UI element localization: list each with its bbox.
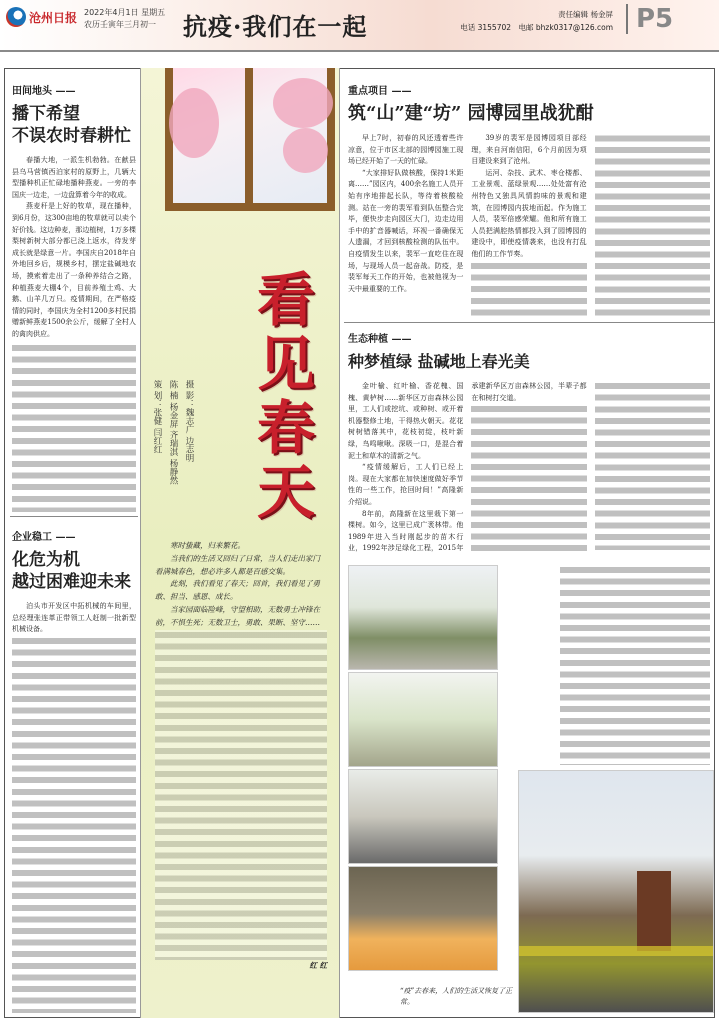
article-saline-land <box>348 330 710 560</box>
paragraph: 当家园面临险峰，守望相助，无数勇士冲锋在前，不惧生死；无数卫士，勇敢、果断、坚守…… <box>155 604 320 627</box>
photo-woman-park <box>348 672 498 767</box>
paragraph: 当我们的生活又回归了日常，当人们走出家门看满城春色，想必许多人都是百感交集。 <box>155 553 320 576</box>
credit-line: 策 划：张健 闫红红 <box>152 380 162 454</box>
paragraph: 金叶榆、红叶榆、香花槐、国槐、黄栌树……新华区万亩森林公园里，工人们或挖坑、或种树、或开着机器整修土地，干得热火朝天。花花树树错落其中，花枝初绽，枝叶新绿，鸟鸣啾啾。深吸一口，是混合着泥土和草木的清新之气。 <box>348 382 464 460</box>
article-kicker: 田间地头 —— <box>12 86 76 97</box>
article-kicker: 生态种植 —— <box>348 334 412 345</box>
phone: 电话 3155702 <box>460 23 512 32</box>
article-headline <box>12 549 136 593</box>
title-char: 春 <box>256 394 315 462</box>
article-crisis-opportunity <box>12 528 136 1013</box>
divider <box>344 322 714 323</box>
photo-pagoda-park <box>518 770 714 1013</box>
article-body <box>12 601 136 636</box>
paragraph: “疫情缓解后，工人们已经上岗。现在大家都在加快速度做好季节性的一些工作，抢回时间！”高隆新介绍说。 <box>348 463 464 506</box>
paragraph: 燕麦秆是上好的牧草，现在播种，到6月份，这300亩地的牧草就可以卖个好价钱。这边种麦，那边植树，1万多棵梨树新树大部分都已浇上返水，待发芽成长就是绿意一片。李国庆自2018年自外地回乡后，规模乡村，摆定盐碱地农场，摸索着走出了一条种养结合之路，种植燕麦大棚4个，目前养殖土鸡、大鹅、山羊几万只。疫情期间，在严格疫情的同时，李国庆为全村1200多村民捐赠新鲜燕麦1500余公斤，缓解了全村人的禽肉供应。 <box>12 202 136 338</box>
paper-name: 沧州日报 <box>29 11 78 25</box>
headline-line: 播下希望 <box>12 104 80 124</box>
forsythia-flowers <box>519 946 714 956</box>
article-headline: 种梦植绿 盐碱地上春光美 <box>348 352 530 371</box>
title-char: 看 <box>256 266 315 334</box>
article-body <box>348 133 710 317</box>
headline-line: 不误农时春耕忙 <box>12 126 131 146</box>
article-body <box>348 381 710 560</box>
photo-caption: “疫”去春来，人们的生活又恢复了正常。 <box>400 987 513 1006</box>
credit-line: 摄 影：魏志广 边志明 <box>184 380 194 462</box>
paragraph: 此刻，我们看见了春天；回首，我们看见了勇敢、担当、感恩、成长。 <box>155 579 320 602</box>
article-headline: 筑“山”建“坊” 园博园里战犹酣 <box>348 103 594 124</box>
photo-street-walkers <box>348 565 498 670</box>
window-blossom-illustration <box>165 68 335 211</box>
page-number: P5 <box>626 4 673 34</box>
article-body-continued <box>560 565 710 765</box>
paragraph: 39岁的裴军是园博园项目部经理，来自河南信阳，6个月前因为项目建设来到了沧州。 <box>471 134 587 166</box>
paragraph: 早上7时，初春的风还透着些许凉意，位于市区北部的园博园施工现场已经开始了一天的忙碌。 <box>348 134 464 166</box>
headline-line: 化危为机 <box>12 550 80 570</box>
essay-signature: 红 红 <box>309 960 327 970</box>
masthead <box>0 0 719 52</box>
title-char: 见 <box>256 330 315 398</box>
pagoda-shape <box>637 871 671 951</box>
feature-panel-seeing-spring <box>140 68 340 1018</box>
paragraph: 春播大地，一派生机勃勃。在献县县乌马营镇西泊家村的原野上，几辆大型播种机正忙碌地播种燕麦。一旁的李国庆一边走，一边盘算着今年的收成。 <box>12 156 136 199</box>
email: 电邮 bhzk0317@126.com <box>518 23 613 32</box>
photo-scooter-riders <box>348 769 498 864</box>
paragraph: 寒时蛰藏，归来繁花。 <box>170 541 245 550</box>
divider <box>10 516 138 517</box>
newspaper-logo-icon <box>6 7 26 27</box>
article-body-continued <box>12 636 136 1013</box>
essay-continued <box>155 630 327 960</box>
paragraph: “大家排好队做核酸，保持1米距离……”园区内，400余名施工人员开始有序地排起长队，等待着核酸检测。站在一旁的裴军看到队伍整合完毕，便快步走向园区大门，边走边用手中的扩音器喊话，环视一番确保无人遗漏，才回到核酸检测的队伍中。自疫情发生以来，裴军一直吃住在现场，与现场人员一起奋战。防疫，是裴军每天工作的开始，也被他视为一天中最重要的工作。 <box>348 168 464 293</box>
date: 2022年4月1日 星期五 <box>84 8 166 17</box>
lunar-date: 农历壬寅年三月初一 <box>84 20 156 29</box>
feature-credits <box>149 380 197 500</box>
article-body-continued <box>471 381 710 555</box>
article-body-continued <box>12 343 136 513</box>
article-headline <box>12 103 136 147</box>
feature-title <box>246 268 326 524</box>
issue-date <box>84 7 165 31</box>
paragraph: 运河、杂技、武术、枣仓楼都、工业景观、蓝绿景观……处处富有沧州特色又独具风情韵味的景观和建筑，在园博园内拔地而起。作为施工人员，裴军倍感荣耀。他和所有施工人员把满腔热情都投入到了园博园的建设中，即使疫情袭来，也没有打乱他们的工作节奏。 <box>471 168 587 258</box>
paragraph: 泊头市开发区中拓机械的车间里，总经理张连革正带领工人赶制一批新型机械设备。 <box>12 602 136 634</box>
article-kicker: 重点项目 —— <box>348 86 412 97</box>
credit-line: 陈 楠 杨金屏 齐瑞淇 杨静然 <box>168 380 178 485</box>
paragraph: 8年前，高隆新在这里栽下第一棵树。如今，这里已成广袤林带。他1989年进入当时刚起步的苗木行业，1992年涉足绿化工程，2015年承建新华区万亩森林公园，半辈子都在和树打交道。 <box>348 382 587 553</box>
feature-essay <box>155 540 327 972</box>
article-sowing-hope <box>12 82 136 512</box>
photo-fruit-market <box>348 866 498 971</box>
headline-line: 越过困难迎未来 <box>12 572 131 592</box>
editor: 责任编辑 杨金屏 <box>558 10 613 19</box>
contact-info <box>385 8 613 34</box>
article-expo-park <box>348 82 710 317</box>
article-kicker: 企业稳工 —— <box>12 532 76 543</box>
section-title: 抗疫·我们在一起 <box>183 12 368 41</box>
title-char: 天 <box>256 458 315 526</box>
article-body <box>12 155 136 341</box>
